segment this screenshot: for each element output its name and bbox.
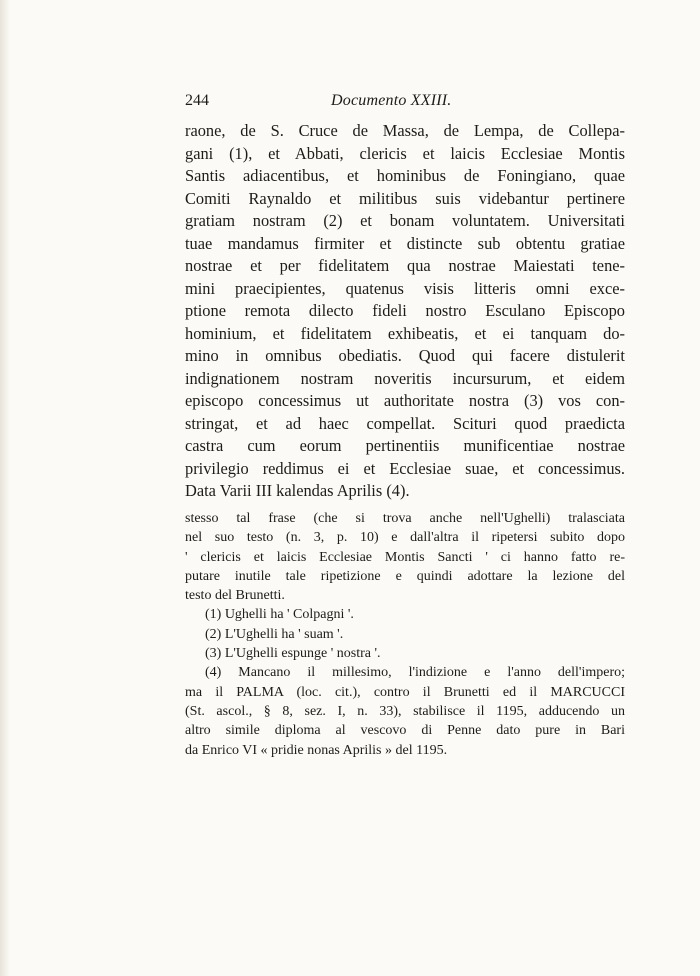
body-line: indignationem nostram noveritis incursurum, et eidem (185, 368, 625, 388)
body-line: stringat, et ad haec compellat. Scituri quod praedicta (185, 413, 625, 433)
body-line: raone, de S. Cruce de Massa, de Lempa, de Collepa- (185, 121, 625, 140)
body-line: tuae mandamus firmiter et distincte sub obtentu gratiae (185, 233, 625, 253)
body-line: episcopo concessimus ut authoritate nostra (3) vos con- (185, 391, 625, 410)
footnote-line: ' clericis et laicis Ecclesiae Montis Sancti ' ci hanno fatto re- (185, 549, 625, 565)
body-line: ptione remota dilecto fideli nostro Esculano Episcopo (185, 301, 625, 320)
footnotes (185, 509, 625, 760)
footnote-2: (2) L'Ughelli ha ' suam '. (205, 626, 344, 642)
footnote-3: (3) L'Ughelli espunge ' nostra '. (205, 646, 381, 662)
footnote-1: (1) Ughelli ha ' Colpagni '. (205, 607, 354, 623)
footnote-line: nel suo testo (n. 3, p. 10) e dall'altra il ripetersi subito dopo (185, 530, 625, 546)
footnote-line: putare inutile tale ripetizione e quindi adottare la lezione del (185, 568, 625, 584)
body-line: gratiam nostram (2) et bonam voluntatem. Universitati (185, 211, 625, 230)
body-line: Comiti Raynaldo et militibus suis videbantur pertinere (185, 188, 625, 208)
body-line: mini praecipientes, quatenus visis litteris omni exce- (185, 278, 625, 298)
body-line: gani (1), et Abbati, clericis et laicis Ecclesiae Montis (185, 143, 625, 163)
footnote-4: (4) Mancano il millesimo, l'indizione e l'anno dell'impero; (205, 665, 625, 681)
footnote-line: (St. ascol., § 8, sez. I, n. 33), stabilisce il 1195, adducendo un (185, 703, 625, 719)
body-line: nostrae et per fidelitatem qua nostrae Maiestati tene- (185, 256, 625, 275)
page-number: 244 (185, 92, 209, 109)
footnote-line: stesso tal frase (che si trova anche nell'Ughelli) tralasciata (185, 511, 625, 526)
page-gutter-shadow (0, 0, 10, 976)
running-head (185, 92, 625, 116)
body-line: Santis adiacentibus, et hominibus de Foningiano, quae (185, 166, 625, 185)
body-line: hominium, et fidelitatem exhibeatis, et ei tanquam do- (185, 323, 625, 343)
body-line: Data Varii III kalendas Aprilis (4). (185, 481, 410, 500)
footnote-line: testo del Brunetti. (185, 588, 285, 604)
footnote-line: ma il PALMA (loc. cit.), contro il Brunetti ed il MARCUCCI (185, 684, 625, 700)
body-line: mino in omnibus obediatis. Quod qui facere distulerit (185, 346, 625, 365)
footnote-line: da Enrico VI « pridie nonas Aprilis » del 1195. (185, 742, 448, 758)
footnote-line: altro simile diploma al vescovo di Penne dato pure in Bari (185, 723, 625, 739)
document-body (185, 120, 625, 503)
body-line: castra cum eorum pertinentiis munificentiae nostrae (185, 436, 625, 455)
body-line: privilegio reddimus ei et Ecclesiae suae, et concessimus. (185, 458, 625, 478)
running-title: Documento XXIII. (331, 92, 452, 109)
